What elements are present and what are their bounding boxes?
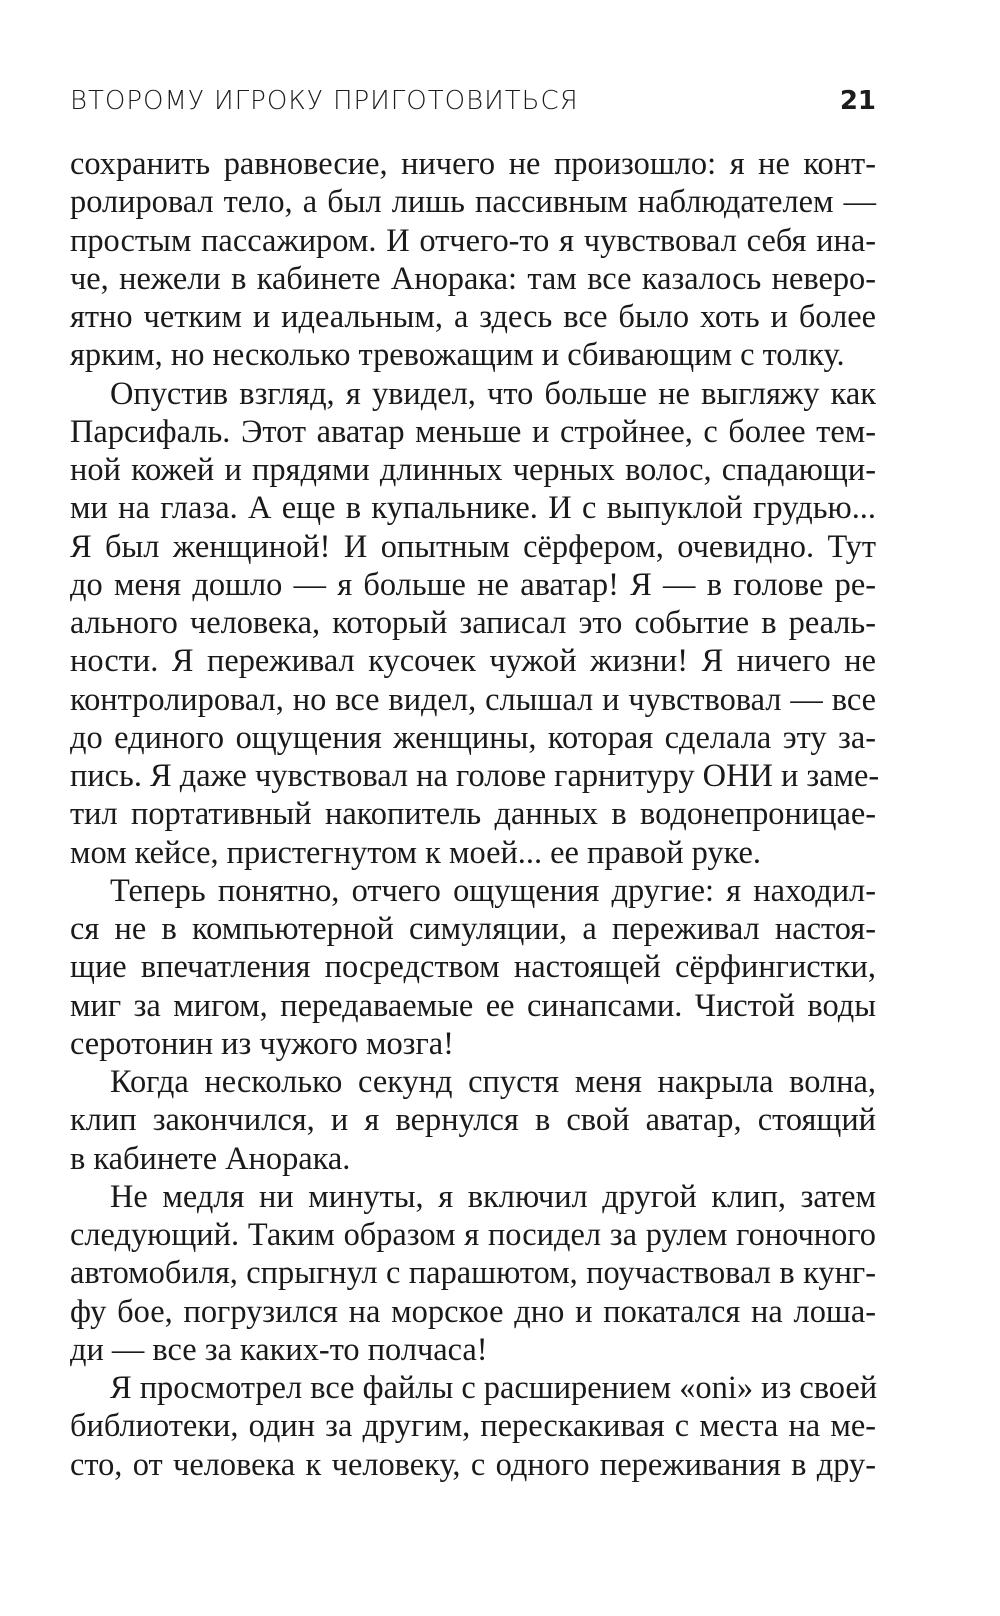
text-line: клип закончился, и я вернулся в свой аватар, стоящий [70,1102,876,1139]
running-head [70,86,876,126]
text-line: серотонин из чужого мозга! [70,1025,454,1062]
running-title: ВТОРОМУ ИГРОКУ ПРИГОТОВИТЬСЯ [70,86,579,116]
paragraph [70,1178,876,1369]
text-line: ятно четким и идеальным, а здесь все было хоть и более [70,299,876,335]
text-line: мом кейсе, пристегнутом к моей... ее правой руке. [70,834,761,871]
paragraph [70,375,880,872]
text-line: ми на глаза. А еще в купальнике. И с выпуклой грудью... [70,490,876,527]
body-text [70,145,880,1484]
text-line: ся не в компьютерной симуляции, а переживал настоя- [70,911,876,947]
text-line: ди — все за каких-то полчаса! [70,1331,488,1368]
text-line: библиотеки, один за другим, перескакивая с места на ме- [70,1408,876,1445]
text-line: ярким, но несколько тревожащим и сбивающим с толку. [70,337,845,374]
text-line: следующий. Таким образом я посидел за рулем гоночного [70,1217,876,1253]
paragraph [70,1063,876,1178]
text-line: в кабинете Анорака. [70,1140,351,1177]
text-line: Когда несколько секунд спустя меня накрыла волна, [110,1064,876,1100]
text-line: сохранить равновесие, ничего не произошло: я не конт- [70,146,876,182]
text-line: Теперь понятно, отчего ощущения другие: я находил- [110,872,876,909]
text-line: тил портативный накопитель данных в водонепроницае- [70,796,876,833]
text-line: фу бое, погрузился на морское дно и покатался на лоша- [70,1293,876,1330]
text-line: ности. Я переживал кусочек чужой жизни! Я ничего не [70,643,876,680]
text-line: Я просмотрел все файлы с расширением «oni» из своей [110,1370,878,1406]
text-line: Не медля ни минуты, я включил другой клип, затем [110,1178,876,1215]
text-line: Парсифаль. Этот аватар меньше и стройнее, с более тем- [70,413,876,450]
text-line: ального человека, который записал это событие в реаль- [70,605,876,641]
text-line: до единого ощущения женщины, которая сделала эту за- [70,719,876,756]
text-line: миг за мигом, передаваемые ее синапсами. Чистой воды [70,987,876,1024]
text-line: пись. Я даже чувствовал на голове гарнитуру ОНИ и заме- [70,758,880,794]
text-line: ролировал тело, а был лишь пассивным наблюдателем — [70,184,876,221]
text-line: Я был женщиной! И опытным сёрфером, очевидно. Тут [70,528,876,565]
paragraph [70,145,876,375]
paragraph [70,1369,876,1484]
text-line: щие впечатления посредством настоящей сёрфингистки, [70,949,876,986]
paragraph [70,872,876,1063]
text-line: автомобиля, спрыгнул с парашютом, поучаствовал в кунг- [70,1255,876,1292]
text-line: че, нежели в кабинете Анорака: там все казалось неверо- [70,260,876,297]
page-number: 21 [839,86,876,116]
text-line: Опустив взгляд, я увидел, что больше не выгляжу как [110,375,876,412]
text-line: контролировал, но все видел, слышал и чувствовал — все [70,681,876,718]
text-line: сто, от человека к человеку, с одного переживания в дру- [70,1446,876,1483]
text-line: до меня дошло — я больше не аватар! Я — в голове ре- [70,566,876,603]
text-line: простым пассажиром. И отчего-то я чувствовал себя ина- [70,222,876,259]
text-line: ной кожей и прядями длинных черных волос, спадающи- [70,452,876,488]
